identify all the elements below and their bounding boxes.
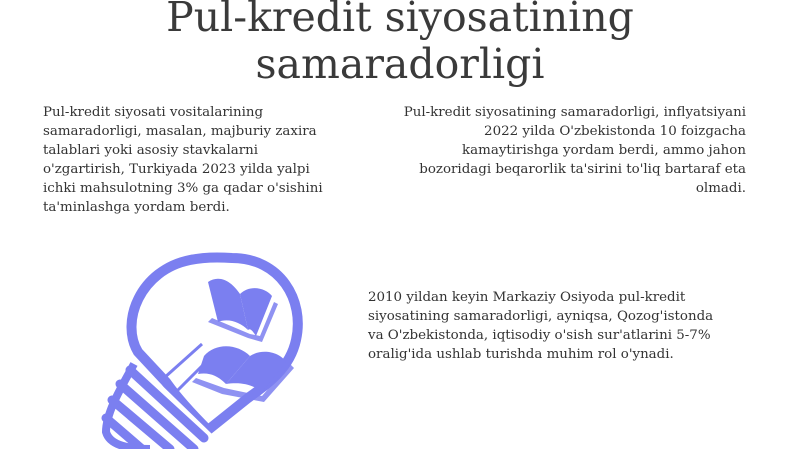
slide-title: Pul-kredit siyosatining samaradorligi [166,0,634,88]
paragraph-turkey: Pul-kredit siyosati vositalarining samaradorligi, masalan, majburiy zaxira talablari yoki asosiy stavkalarni o'zgartirish, Turkiyada 2023 yilda yalpi ichki mahsulotning 3% ga qadar o'sishini ta'minlashga yordam berdi. [43,105,323,215]
paragraph-central-asia: 2010 yildan keyin Markaziy Osiyoda pul-kredit siyosatining samaradorligi, ayniqsa, Qozog'istonda va O'zbekistonda, iqtisodiy o'sish sur'atlarini 5-7% oralig'ida ushlab turishda muhim rol o'ynadi. [368,290,714,362]
lightbulb-book-icon [100,252,310,449]
upper-book [208,279,278,342]
paragraph-uzbekistan-inflation: Pul-kredit siyosatining samaradorligi, inflyatsiyani 2022 yilda O'zbekistonda 10 foizgacha kamaytirishga yordam berdi, ammo jahon bozoridagi beqarorlik ta'sirini to'liq bartaraf eta olmadi. [403,105,746,196]
